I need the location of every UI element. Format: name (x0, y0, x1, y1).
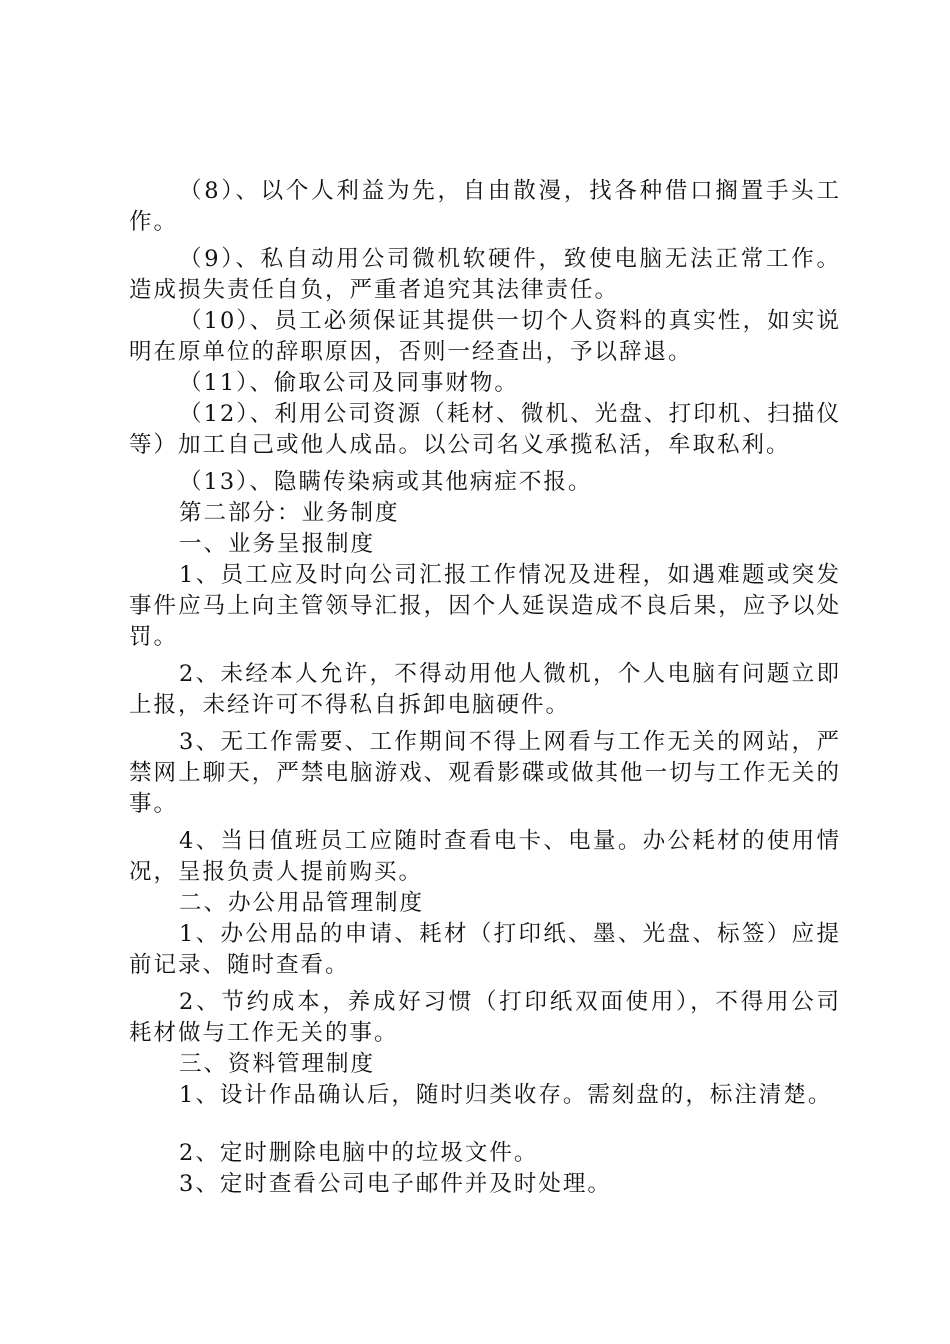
section-heading-data-management: 三、资料管理制度 (179, 1051, 376, 1077)
section-heading-office-supplies: 二、办公用品管理制度 (179, 890, 425, 916)
section-heading-part-two: 第二部分：业务制度 (179, 500, 400, 526)
paragraph-item-9: （9）、私自动用公司微机软硬件，致使电脑无法正常工作。造成损失责任自负，严重者追究其法律责任。 (129, 246, 841, 303)
rule-report-1: 1、员工应及时向公司汇报工作情况及进程，如遇难题或突发事件应马上向主管领导汇报，因个人延误造成不良后果，应予以处罚。 (129, 562, 841, 650)
rule-supplies-1: 1、办公用品的申请、耗材（打印纸、墨、光盘、标签）应提前记录、随时查看。 (129, 921, 841, 978)
rule-report-2: 2、未经本人允许，不得动用他人微机，个人电脑有问题立即上报，未经许可不得私自拆卸电脑硬件。 (129, 661, 841, 718)
rule-report-4: 4、当日值班员工应随时查看电卡、电量。办公耗材的使用情况，呈报负责人提前购买。 (129, 828, 841, 885)
blank-line (129, 1111, 841, 1138)
paragraph-item-11: （11）、偷取公司及同事财物。 (179, 370, 519, 396)
rule-report-3: 3、无工作需要、工作期间不得上网看与工作无关的网站，严禁网上聊天，严禁电脑游戏、观看影碟或做其他一切与工作无关的事。 (129, 729, 841, 817)
paragraph-item-13: （13）、隐瞒传染病或其他病症不报。 (179, 469, 593, 495)
rule-data-1: 1、设计作品确认后，随时归类收存。需刻盘的，标注清楚。 (179, 1082, 833, 1108)
paragraph-item-8: （8）、以个人利益为先，自由散漫，找各种借口搁置手头工作。 (129, 178, 841, 235)
rule-data-2: 2、定时删除电脑中的垃圾文件。 (179, 1140, 539, 1166)
paragraph-item-12: （12）、利用公司资源（耗材、微机、光盘、打印机、扫描仪等）加工自己或他人成品。以公司名义承揽私活，牟取私利。 (129, 401, 841, 458)
rule-data-3: 3、定时查看公司电子邮件并及时处理。 (179, 1171, 612, 1197)
document-body (129, 176, 841, 1200)
section-heading-business-report: 一、业务呈报制度 (179, 531, 376, 557)
rule-supplies-2: 2、节约成本，养成好习惯（打印纸双面使用），不得用公司耗材做与工作无关的事。 (129, 989, 841, 1046)
paragraph-item-10: （10）、员工必须保证其提供一切个人资料的真实性，如实说明在原单位的辞职原因，否则一经查出，予以辞退。 (129, 308, 841, 365)
